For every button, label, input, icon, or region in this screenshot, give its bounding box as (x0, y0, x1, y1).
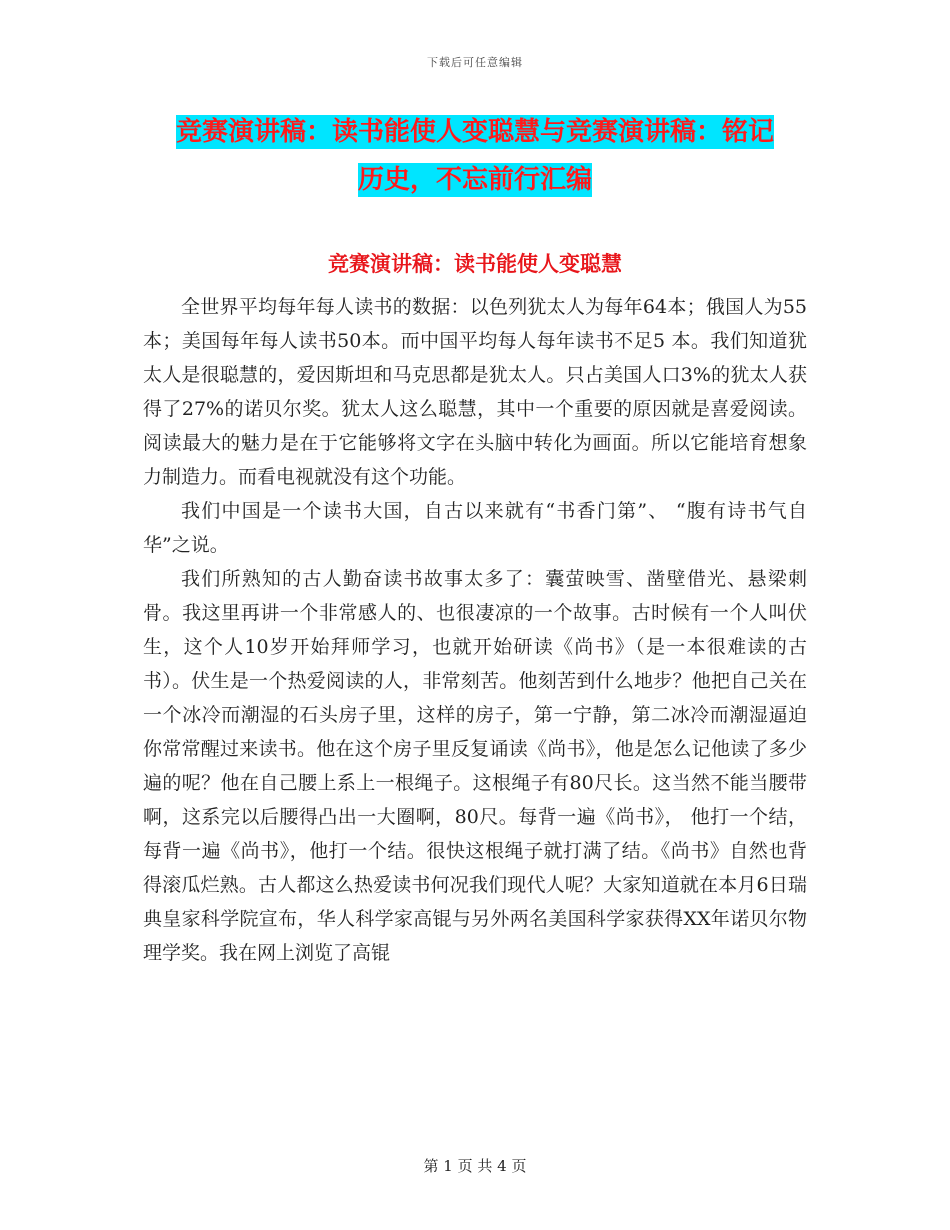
body-text (143, 290, 807, 970)
title-line-2: 历史，不忘前行汇编 (357, 165, 592, 195)
page-number: 第 1 页 共 4 页 (423, 1157, 527, 1175)
title-line-1: 竞赛演讲稿：读书能使人变聪慧与竞赛演讲稿：铭记 (175, 117, 774, 147)
paragraph: 全世界平均每年每人读书的数据：以色列犹太人为每年64本；俄国人为55本；美国每年每人读书50本。而中国平均每人每年读书不足5 本。我们知道犹太人是很聪慧的，爱因斯坦和马克思都是犹太人。只占美国人口3%的犹太人获得了27%的诺贝尔奖。犹太人这么聪慧，其中一个重要的原因就是喜爱阅读。阅读最大的魅力是在于它能够将文字在头脑中转化为画面。所以它能培育想象力制造力。而看电视就没有这个功能。 (143, 296, 807, 488)
paragraph: 我们所熟知的古人勤奋读书故事太多了：囊萤映雪、凿壁借光、悬梁刺骨。我这里再讲一个非常感人的、也很凄凉的一个故事。古时候有一个人叫伏生，这个人10岁开始拜师学习，也就开始研读《尚书》（是一本很难读的古书）。伏生是一个热爱阅读的人，非常刻苦。他刻苦到什么地步？他把自己关在一个冰冷而潮湿的石头房子里，这样的房子，第一宁静，第二冰冷而潮湿逼迫你常常醒过来读书。他在这个房子里反复诵读《尚书》，他是怎么记他读了多少遍的呢？他在自己腰上系上一根绳子。这根绳子有80尺长。这当然不能当腰带啊，这系完以后腰得凸出一大圈啊，80尺。每背一遍《尚书》， 他打一个结，每背一遍《尚书》，他打一个结。很快这根绳子就打满了结。《尚书》自然也背得滚瓜烂熟。古人都这么热爱读书何况我们现代人呢？大家知道就在本月6日瑞典皇家科学院宣布，华人科学家高锟与另外两名美国科学家获得XX年诺贝尔物理学奖。我在网上浏览了高锟 (143, 568, 807, 964)
header-note: 下载后可任意编辑 (427, 56, 523, 69)
document-title (150, 108, 800, 204)
section-title: 竞赛演讲稿：读书能使人变聪慧 (328, 251, 622, 276)
paragraph: 我们中国是一个读书大国，自古以来就有“书香门第”、 “腹有诗书气自华”之说。 (143, 500, 807, 556)
